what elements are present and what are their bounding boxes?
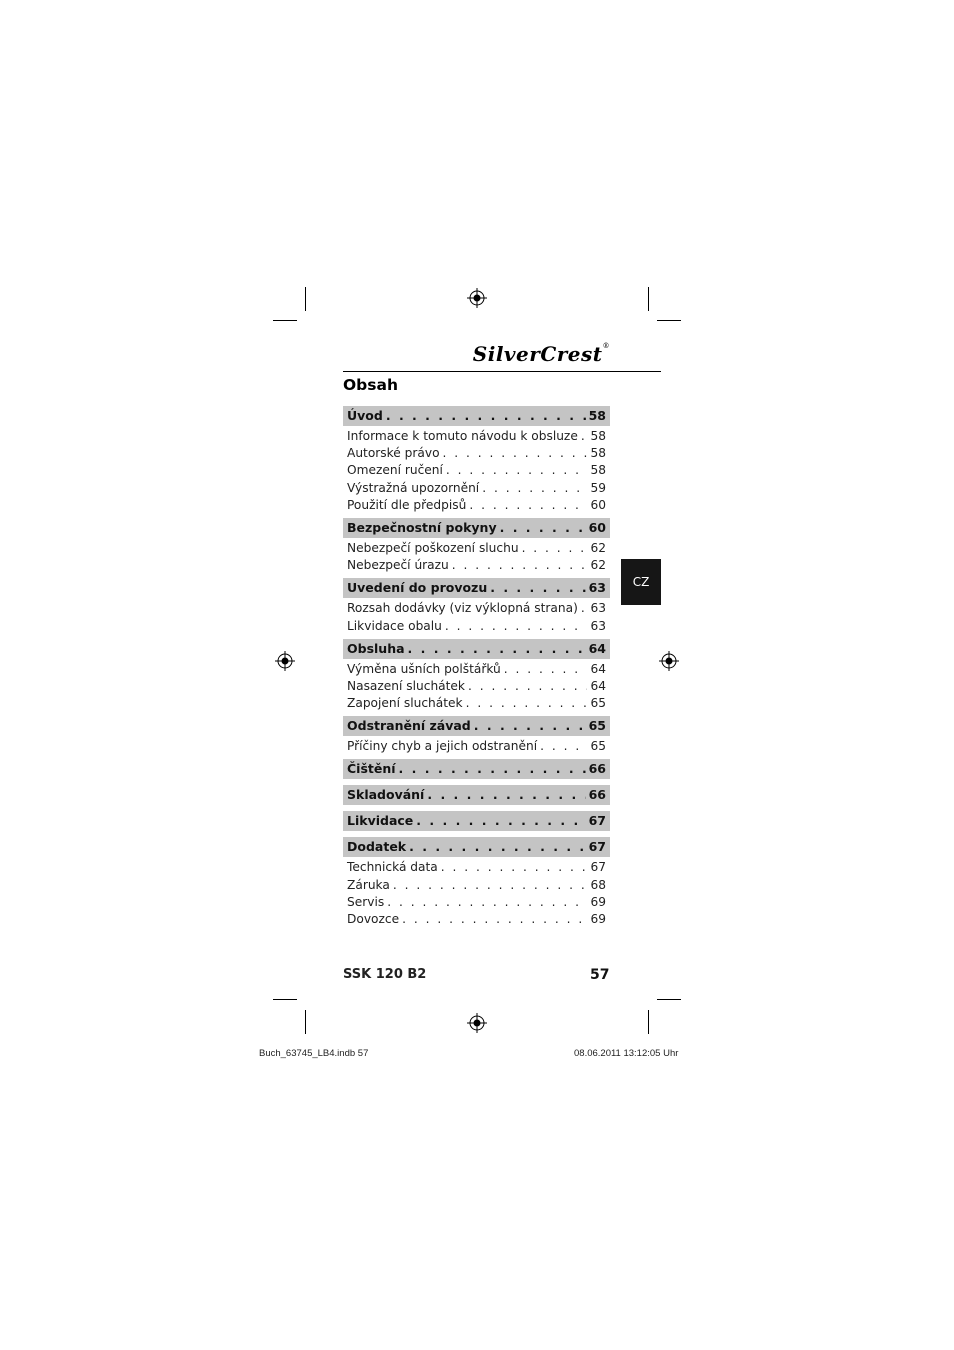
toc-item-label: Dovozce	[347, 912, 400, 926]
toc-section-heading	[343, 639, 610, 659]
toc-item	[347, 911, 606, 928]
toc-item-label: Nasazení sluchátek	[347, 678, 465, 693]
toc-section-page: 65	[588, 718, 606, 734]
toc-item-page: 69	[590, 912, 606, 926]
toc-section-heading	[343, 716, 610, 736]
toc-item	[347, 462, 606, 479]
toc-leader	[443, 445, 588, 462]
toc-item-page: 60	[590, 497, 606, 512]
toc-item	[347, 557, 606, 574]
toc-item	[347, 540, 606, 557]
toc-item	[347, 695, 606, 712]
toc-section-heading	[343, 811, 610, 831]
brand-logo: SilverCrest®	[472, 342, 610, 366]
toc-leader	[446, 462, 588, 479]
registration-mark-icon	[659, 651, 679, 671]
toc-item-label: Použití dle předpisů	[347, 497, 467, 512]
toc-section	[343, 406, 610, 514]
toc-item-page: 63	[590, 601, 606, 616]
toc-item	[347, 661, 606, 678]
toc-section	[343, 785, 610, 805]
toc-section-heading	[343, 837, 610, 857]
toc-item	[347, 618, 606, 635]
page-title: Obsah	[343, 376, 398, 394]
toc-item-label: Rozsah dodávky (viz výklopná strana)	[347, 601, 578, 616]
toc-item-list	[343, 426, 610, 514]
toc-leader	[416, 811, 585, 831]
toc-leader	[468, 678, 588, 695]
toc-item-label: Nebezpečí poškození sluchu	[347, 540, 519, 555]
toc-item-page: 67	[590, 860, 606, 875]
toc-item-label: Nebezpečí úrazu	[347, 558, 449, 573]
toc-leader	[452, 557, 588, 574]
toc-section-heading	[343, 759, 610, 779]
toc-item	[347, 480, 606, 497]
toc-section-page: 60	[588, 519, 606, 535]
toc-section-page: 64	[588, 640, 606, 656]
toc-item-label: Záruka	[347, 877, 390, 892]
toc-item-page: 65	[590, 696, 606, 711]
toc-section-page: 67	[588, 813, 606, 829]
toc-item-page: 64	[590, 678, 606, 693]
toc-leader	[500, 518, 586, 538]
toc-leader	[474, 716, 586, 736]
toc-section-heading	[343, 518, 610, 538]
toc-leader	[540, 738, 587, 755]
toc-leader	[504, 661, 588, 678]
toc-item-label: Příčiny chyb a jejich odstranění	[347, 739, 538, 754]
toc-section-title: Dodatek	[347, 839, 407, 855]
toc-leader	[427, 785, 585, 805]
slug-timestamp: 08.06.2011 13:12:05 Uhr	[574, 1048, 679, 1059]
header-rule	[343, 371, 661, 372]
toc-item-label: Výstražná upozornění	[347, 480, 480, 495]
toc-leader	[393, 877, 588, 894]
language-tab	[621, 559, 661, 605]
toc-item-list	[343, 736, 610, 755]
toc-section	[343, 837, 610, 928]
toc-leader	[386, 406, 586, 426]
toc-item-list	[343, 598, 610, 634]
toc-section-title: Skladování	[347, 787, 425, 803]
toc-section	[343, 759, 610, 779]
toc-item	[347, 877, 606, 894]
toc-item	[347, 497, 606, 514]
toc-section-page: 63	[588, 580, 606, 596]
toc-section	[343, 578, 610, 634]
toc-item-label: Autorské právo	[347, 446, 440, 461]
registration-mark-icon	[275, 651, 295, 671]
toc-section	[343, 518, 610, 574]
toc-item-page: 63	[590, 618, 606, 633]
toc-item-page: 58	[590, 446, 606, 461]
crop-mark	[305, 287, 306, 311]
registration-mark-icon	[467, 1013, 487, 1033]
toc-item	[347, 738, 606, 755]
footer-page-number: 57	[590, 967, 610, 983]
toc-item-page: 64	[590, 661, 606, 676]
crop-mark	[273, 999, 297, 1000]
toc-section-page: 67	[588, 839, 606, 855]
toc-leader	[387, 894, 587, 911]
crop-mark	[648, 287, 649, 311]
toc-section-title: Čištění	[347, 761, 396, 777]
table-of-contents	[343, 406, 610, 932]
toc-item-list	[343, 857, 610, 928]
toc-item	[347, 678, 606, 695]
language-tab-label: CZ	[632, 575, 650, 589]
toc-item-label: Likvidace obalu	[347, 618, 442, 633]
toc-section-heading	[343, 785, 610, 805]
toc-section	[343, 811, 610, 831]
toc-item-page: 58	[590, 429, 606, 443]
toc-section	[343, 716, 610, 755]
crop-mark	[648, 1010, 649, 1034]
toc-leader	[522, 540, 588, 557]
toc-item-label: Zapojení sluchátek	[347, 696, 463, 711]
toc-item-label: Informace k tomuto návodu k obsluze	[347, 429, 578, 443]
toc-item-page: 59	[590, 480, 606, 495]
slug-file: Buch_63745_LB4.indb 57	[259, 1048, 369, 1059]
toc-item-list	[343, 538, 610, 574]
toc-item-label: Technická data	[347, 860, 438, 875]
toc-item-page: 69	[590, 894, 606, 909]
footer-model: SSK 120 B2	[343, 967, 427, 982]
toc-section-title: Bezpečnostní pokyny	[347, 519, 497, 535]
registration-mark-icon	[467, 288, 487, 308]
toc-leader	[466, 695, 588, 712]
crop-mark	[305, 1010, 306, 1034]
toc-item-page: 62	[590, 540, 606, 555]
toc-item-page: 68	[590, 877, 606, 892]
toc-item-label: Výměna ušních polštářků	[347, 661, 501, 676]
toc-item-page: 62	[590, 558, 606, 573]
toc-item	[347, 445, 606, 462]
toc-section-heading	[343, 406, 610, 426]
toc-leader	[409, 837, 585, 857]
toc-leader	[441, 859, 588, 876]
toc-item-label: Servis	[347, 894, 385, 909]
toc-item	[347, 600, 606, 617]
toc-item-label: Omezení ručení	[347, 463, 443, 478]
crop-mark	[273, 320, 297, 321]
toc-section-title: Obsluha	[347, 640, 405, 656]
toc-leader	[469, 497, 587, 514]
toc-leader	[445, 618, 588, 635]
toc-item-list	[343, 659, 610, 713]
crop-mark	[657, 320, 681, 321]
toc-item-page: 58	[590, 463, 606, 478]
toc-section-title: Uvedení do provozu	[347, 580, 488, 596]
toc-section-page: 66	[588, 787, 606, 803]
toc-section-title: Úvod	[347, 408, 383, 423]
toc-section-heading	[343, 578, 610, 598]
toc-item	[347, 859, 606, 876]
toc-leader	[399, 759, 586, 779]
toc-leader	[581, 600, 588, 617]
toc-item-page: 65	[590, 739, 606, 754]
toc-leader	[482, 480, 587, 497]
toc-section-title: Odstranění závad	[347, 718, 471, 734]
toc-item	[347, 894, 606, 911]
crop-mark	[657, 999, 681, 1000]
toc-section-title: Likvidace	[347, 813, 414, 829]
toc-leader	[408, 639, 586, 659]
toc-section-page: 58	[588, 408, 606, 423]
toc-item	[347, 428, 606, 445]
toc-section	[343, 639, 610, 713]
toc-leader	[402, 911, 587, 928]
toc-leader	[490, 578, 585, 598]
toc-leader	[581, 428, 588, 445]
toc-section-page: 66	[588, 761, 606, 777]
